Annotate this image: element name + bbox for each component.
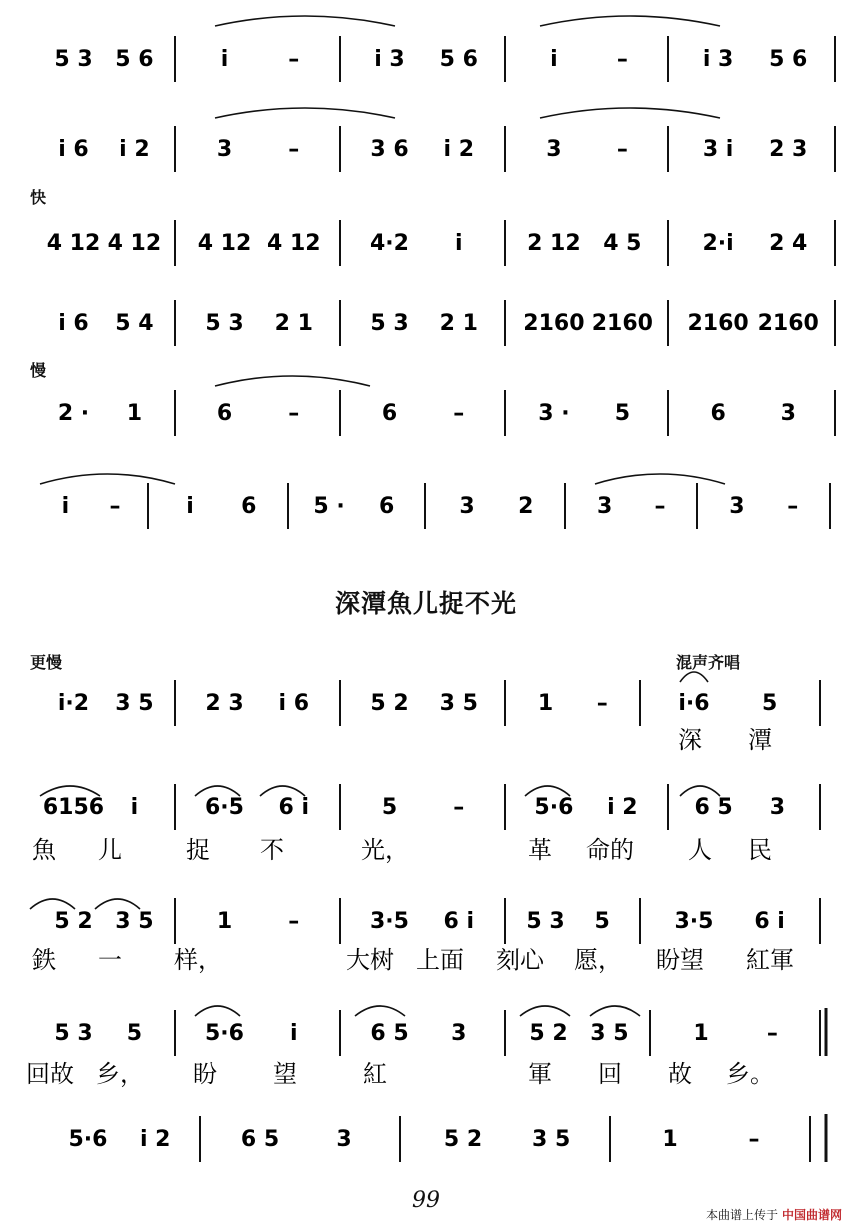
note-group: 5 2: [370, 691, 409, 716]
note-group: 3·5: [370, 909, 409, 934]
note-group: –: [616, 47, 628, 72]
note-group: 3: [451, 1021, 467, 1046]
note-group: 2 1: [439, 311, 478, 336]
tempo-slow: 慢: [30, 361, 47, 380]
lyric-word: 深: [678, 726, 702, 754]
note-group: 3 ·: [538, 401, 570, 426]
lyric-word: 乡。: [726, 1060, 774, 1088]
note-group: i: [455, 231, 463, 256]
lyric-word: 愿，: [574, 946, 622, 974]
note-group: –: [748, 1127, 760, 1152]
note-group: 2·i: [702, 231, 734, 256]
note-group: 5·6: [534, 795, 574, 820]
upload-footer: [706, 1206, 842, 1223]
note-group: 3 5: [115, 691, 154, 716]
slur: [215, 376, 370, 386]
note-group: 5 3: [370, 311, 409, 336]
note-group: 3: [459, 494, 475, 519]
note-group: 4·2: [370, 231, 409, 256]
note-group: 6156: [42, 795, 105, 820]
note-group: 3: [780, 401, 796, 426]
note-group: 5 6: [439, 47, 478, 72]
note-group: 5 6: [769, 47, 808, 72]
lyric-word: 故: [668, 1060, 692, 1088]
lyric-word: 民: [748, 836, 772, 864]
chorus-mark: 混声齐唱: [676, 653, 741, 672]
note-group: i: [220, 47, 229, 72]
note-group: 5 2: [529, 1021, 568, 1046]
note-group: 5 3: [526, 909, 565, 934]
note-group: –: [453, 401, 465, 426]
note-group: –: [654, 494, 666, 519]
note-group: i 6: [58, 137, 89, 162]
note-group: 2 1: [274, 311, 313, 336]
slur: [520, 1006, 570, 1016]
note-group: 3·5: [674, 909, 714, 934]
lyric-word: 盼: [193, 1060, 217, 1088]
note-group: 3: [546, 137, 562, 162]
note-group: 6 i: [443, 909, 475, 934]
slur: [680, 672, 708, 682]
note-group: 6 i: [278, 795, 310, 820]
note-group: 5·6: [205, 1021, 244, 1046]
note-group: –: [766, 1021, 778, 1046]
lyric-word: 盼望: [656, 946, 704, 974]
lyric-word: 一: [98, 946, 122, 974]
note-group: 2160: [757, 311, 819, 336]
note-group: i: [186, 494, 194, 519]
note-group: 6 5: [694, 795, 733, 820]
slur: [355, 1006, 405, 1016]
slur: [215, 108, 395, 118]
note-group: 5 3: [54, 1021, 93, 1046]
note-group: 6: [378, 494, 395, 519]
note-group: –: [109, 494, 121, 519]
note-group: 3 6: [370, 137, 409, 162]
slur: [595, 474, 725, 484]
note-group: 6 5: [370, 1021, 409, 1046]
lyric-word: 魚: [32, 836, 56, 864]
note-group: i 2: [119, 137, 150, 162]
lyric-word: 回: [598, 1060, 622, 1088]
lyric-word: 命的: [586, 836, 634, 864]
note-group: 3 5: [439, 691, 478, 716]
note-group: 5 3: [205, 311, 244, 336]
note-group: 3 i: [702, 137, 734, 162]
lyric-word: 人: [688, 836, 712, 864]
note-group: 3: [769, 795, 786, 820]
slur: [590, 1006, 640, 1016]
note-group: 2 12: [527, 231, 581, 256]
lyric-word: 大树: [346, 946, 394, 974]
note-group: –: [288, 401, 300, 426]
tempo-slower: 更慢: [30, 653, 63, 672]
slur: [30, 899, 75, 909]
note-group: 4 12: [46, 231, 101, 256]
note-group: 1: [662, 1127, 678, 1152]
lyric-word: 回故: [26, 1060, 74, 1088]
note-group: –: [616, 137, 628, 162]
note-group: 2160: [523, 311, 585, 336]
note-group: 1: [693, 1021, 709, 1046]
note-group: i: [290, 1021, 298, 1046]
lyric-word: 刻心: [496, 946, 544, 974]
lyric-word: 軍: [528, 1060, 552, 1088]
note-group: 4 12: [107, 231, 162, 256]
note-group: i·6: [678, 691, 710, 716]
slur: [215, 16, 395, 26]
note-group: –: [288, 909, 300, 934]
note-group: i 3: [374, 47, 405, 72]
note-group: 2: [518, 494, 534, 519]
note-group: 6 i: [754, 909, 785, 934]
lyric-word: 紅軍: [746, 946, 794, 974]
song-title: 深潭魚儿捉不光: [334, 589, 517, 618]
slur: [540, 108, 720, 118]
note-group: i 2: [443, 137, 475, 162]
note-group: 6: [710, 401, 726, 426]
note-group: i 2: [607, 795, 638, 820]
lyric-word: 儿: [98, 836, 122, 864]
note-group: 6·5: [205, 795, 244, 820]
note-group: 4 5: [603, 231, 642, 256]
lyric-word: 不: [260, 836, 284, 864]
slur: [95, 899, 140, 909]
lyric-word: 捉: [186, 836, 210, 864]
note-group: i: [130, 795, 139, 820]
note-group: 5 2: [54, 909, 93, 934]
note-group: 5: [126, 1021, 143, 1046]
note-group: –: [596, 691, 608, 716]
lyric-word: 鉄: [32, 946, 56, 974]
note-group: 6: [241, 494, 257, 519]
note-group: 5: [381, 795, 398, 820]
note-group: 6: [381, 401, 398, 426]
lyric-word: 样，: [174, 946, 222, 974]
note-group: 2 3: [769, 137, 808, 162]
note-group: 3 5: [590, 1021, 629, 1046]
note-group: 5 4: [115, 311, 154, 336]
note-group: –: [288, 47, 300, 72]
note-group: 2160: [591, 311, 653, 336]
note-group: –: [288, 137, 300, 162]
note-group: –: [787, 494, 799, 519]
note-group: 4 12: [197, 231, 252, 256]
note-group: 5: [594, 909, 610, 934]
note-group: 5 ·: [313, 494, 345, 519]
note-group: i 6: [58, 311, 89, 336]
note-group: 5 3: [54, 47, 93, 72]
note-group: 6 5: [240, 1127, 280, 1152]
note-group: 5·6: [68, 1127, 108, 1152]
page-number: 99: [412, 1188, 440, 1213]
footer-text: 本曲谱上传于: [705, 1208, 778, 1222]
note-group: 3 5: [532, 1127, 571, 1152]
note-group: i·2: [57, 691, 90, 716]
lyric-word: 上面: [416, 946, 464, 974]
note-group: 4 12: [267, 231, 321, 256]
note-group: i 3: [702, 47, 734, 72]
lyric-word: 乡，: [96, 1060, 144, 1088]
note-group: 1: [216, 909, 233, 934]
note-group: 2 4: [769, 231, 808, 256]
slur: [195, 1006, 240, 1016]
footer-site: 中国曲谱网: [781, 1208, 842, 1222]
note-group: 3: [216, 137, 233, 162]
lyric-word: 望: [273, 1060, 297, 1088]
note-group: 1: [126, 401, 143, 426]
note-group: –: [453, 795, 465, 820]
tempo-fast: 快: [30, 188, 47, 207]
note-group: 5 2: [443, 1127, 483, 1152]
lyric-word: 革: [528, 836, 552, 864]
note-group: i: [61, 494, 70, 519]
lyric-word: 光，: [361, 836, 409, 864]
note-group: i 2: [139, 1127, 171, 1152]
note-group: 5: [761, 691, 778, 716]
lyric-word: 潭: [748, 726, 772, 754]
note-group: 2 ·: [57, 401, 90, 426]
note-group: i: [550, 47, 558, 72]
note-group: 3 5: [115, 909, 154, 934]
note-group: 6: [216, 401, 233, 426]
slur: [540, 16, 720, 26]
note-group: 2 3: [205, 691, 244, 716]
note-group: 3: [336, 1127, 352, 1152]
note-group: 5 6: [115, 47, 154, 72]
note-group: 5: [614, 401, 631, 426]
note-group: 1: [537, 691, 554, 716]
note-group: 2160: [687, 311, 749, 336]
lyric-word: 紅: [363, 1060, 387, 1088]
note-group: i 6: [278, 691, 310, 716]
slur: [40, 474, 175, 484]
note-group: 3: [729, 494, 745, 519]
note-group: 3: [596, 494, 613, 519]
